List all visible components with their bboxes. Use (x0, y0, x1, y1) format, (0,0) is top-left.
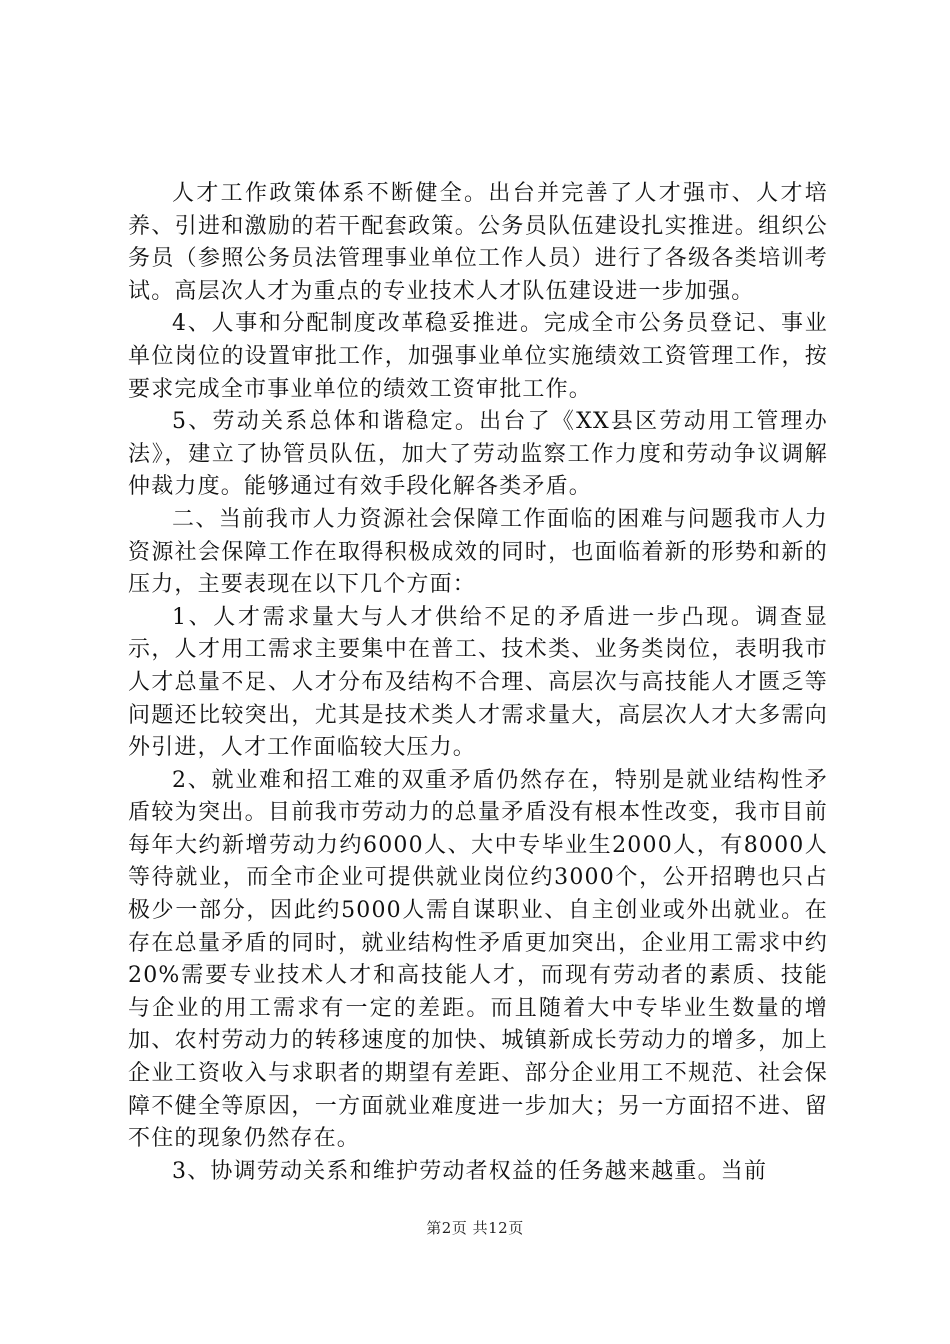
paragraph-employment: 2、就业难和招工难的双重矛盾仍然存在，特别是就业结构性矛盾较为突出。目前我市劳动力的总量矛盾没有根本性改变，我市目前每年大约新增劳动力约6000人、大中专毕业生2000人，有8000人等待就业，而全市企业可提供就业岗位约3000个，公开招聘也只占极少一部分，因此约5000人需自谋职业、自主创业或外出就业。在存在总量矛盾的同时，就业结构性矛盾更加突出，企业用工需求中约20%需要专业技术人才和高技能人才，而现有劳动者的素质、技能与企业的用工需求有一定的差距。而且随着大中专毕业生数量的增加、农村劳动力的转移速度的加快、城镇新成长劳动力的增多，加上企业工资收入与求职者的期望有差距、部分企业用工不规范、社会保障不健全等原因，一方面就业难度进一步加大；另一方面招不进、留不住的现象仍然存在。 (128, 767, 828, 1152)
paragraph-labor-relations: 5、劳动关系总体和谐稳定。出台了《XX县区劳动用工管理办法》，建立了协管员队伍，加大了劳动监察工作力度和劳动争议调解仲裁力度。能够通过有效手段化解各类矛盾。 (128, 409, 828, 500)
document-body (128, 178, 828, 1188)
paragraph-section-two: 二、当前我市人力资源社会保障工作面临的困难与问题我市人力资源社会保障工作在取得积极成效的同时，也面临着新的形势和新的压力，主要表现在以下几个方面： (128, 506, 828, 598)
paragraph-talent-shortage: 1、人才需求量大与人才供给不足的矛盾进一步凸现。调查显示，人才用工需求主要集中在普工、技术类、业务类岗位，表明我市人才总量不足、人才分布及结构不合理、高层次与高技能人才匮乏等问题还比较突出，尤其是技术类人才需求量大，高层次人才大多需向外引进，人才工作面临较大压力。 (128, 604, 828, 761)
paragraph-labor-rights: 3、协调劳动关系和维护劳动者权益的任务越来越重。当前 (172, 1158, 768, 1184)
paragraph-talent-policy: 人才工作政策体系不断健全。出台并完善了人才强市、人才培养、引进和激励的若干配套政策。公务员队伍建设扎实推进。组织公务员（参照公务员法管理事业单位工作人员）进行了各级各类培训考试。高层次人才为重点的专业技术人才队伍建设进一步加强。 (128, 181, 828, 304)
paragraph-personnel-reform: 4、人事和分配制度改革稳妥推进。完成全市公务员登记、事业单位岗位的设置审批工作，加强事业单位实施绩效工资管理工作，按要求完成全市事业单位的绩效工资审批工作。 (128, 311, 828, 402)
page-number-footer: 第2页 共12页 (426, 1219, 524, 1237)
